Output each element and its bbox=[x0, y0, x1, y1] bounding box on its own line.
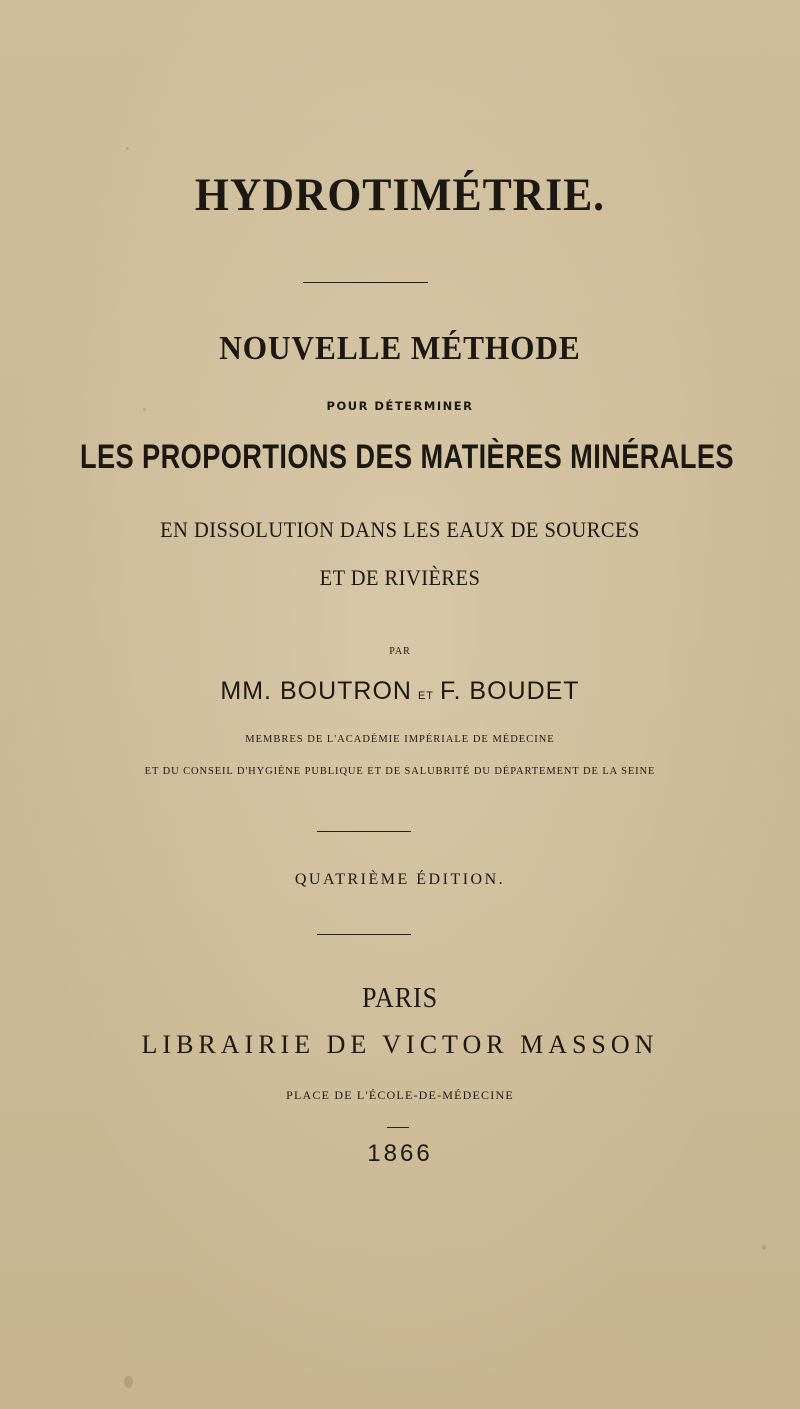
topic-heading: LES PROPORTIONS DES MATIÈRES MINÉRALES bbox=[80, 438, 734, 476]
edition-text: QUATRIÈME ÉDITION. bbox=[294, 871, 506, 888]
rivieres-line: ET DE RIVIÈRES bbox=[319, 565, 481, 590]
paper-stain bbox=[126, 147, 129, 150]
author-conjunction: ET bbox=[417, 690, 435, 702]
paper-stain bbox=[762, 1245, 766, 1250]
authors-line bbox=[0, 677, 800, 706]
publication-year: 1866 bbox=[367, 1140, 433, 1167]
pour-determiner-text: POUR DÉTERMINER bbox=[326, 399, 474, 413]
edition-rule-top bbox=[317, 831, 411, 832]
members-line-2: ET DU CONSEIL D'HYGIÈNE PUBLIQUE ET DE SALUBRITÉ DU DÉPARTEMENT DE LA SEINE bbox=[144, 766, 656, 777]
first-author: MM. BOUTRON bbox=[220, 677, 412, 705]
second-author: F. BOUDET bbox=[440, 677, 580, 705]
city-name: PARIS bbox=[361, 982, 439, 1014]
par-text: PAR bbox=[389, 646, 411, 657]
subtitle: NOUVELLE MÉTHODE bbox=[219, 330, 581, 367]
members-line-1: MEMBRES DE L'ACADÉMIE IMPÉRIALE DE MÉDECINE bbox=[245, 734, 555, 745]
paper-stain bbox=[124, 1376, 133, 1388]
publisher-name: LIBRAIRIE DE VICTOR MASSON bbox=[141, 1030, 659, 1059]
title-divider-rule bbox=[303, 282, 428, 283]
dissolution-line: EN DISSOLUTION DANS LES EAUX DE SOURCES bbox=[160, 517, 640, 542]
main-title: HYDROTIMÉTRIE. bbox=[194, 169, 606, 221]
publisher-address: PLACE DE L'ÉCOLE-DE-MÉDECINE bbox=[286, 1088, 514, 1102]
year-rule bbox=[387, 1127, 409, 1128]
edition-rule-bottom bbox=[317, 934, 411, 935]
